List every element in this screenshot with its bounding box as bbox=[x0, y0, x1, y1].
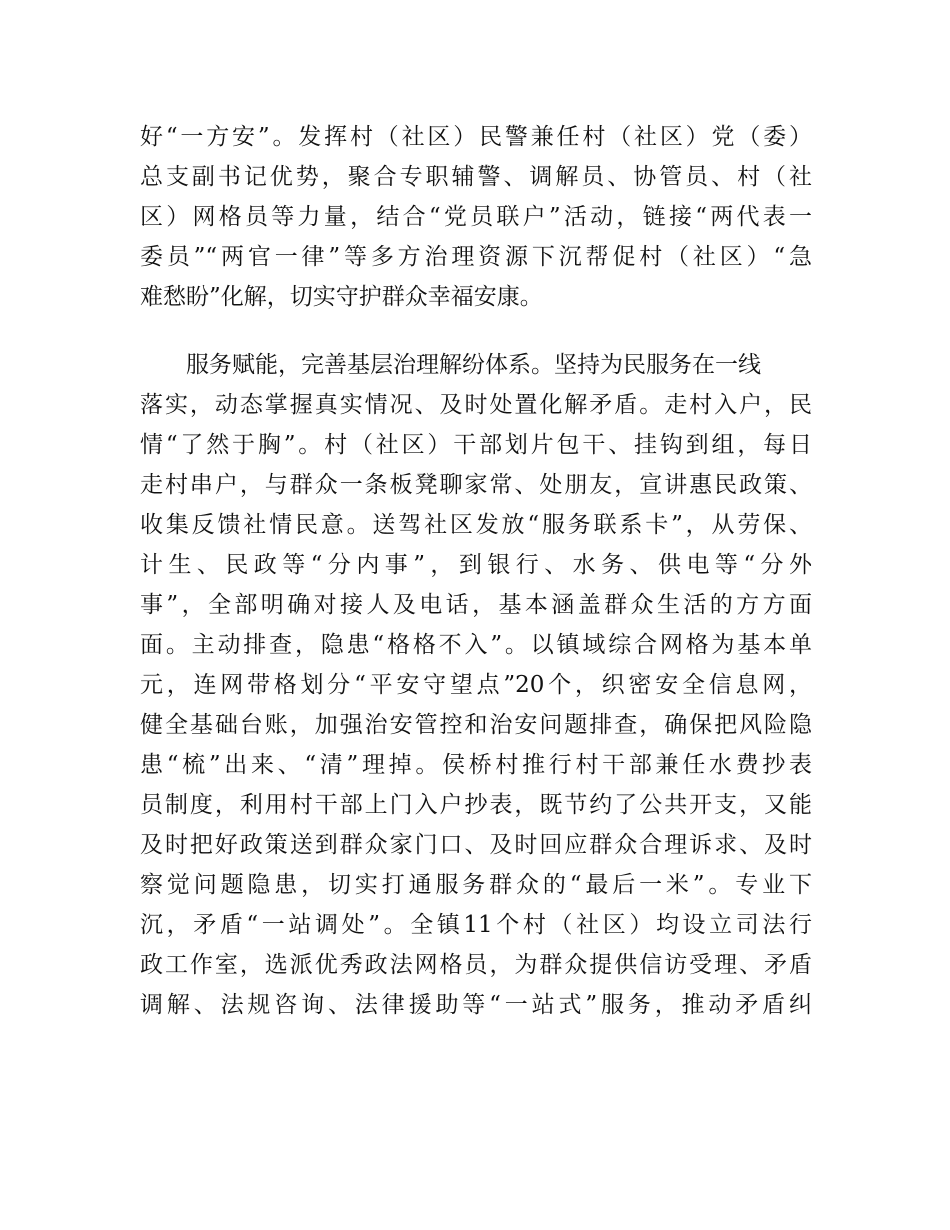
text-line: 计生、民政等“分内事”，到银行、水务、供电等“分外 bbox=[140, 552, 812, 578]
text-line: 患“梳”出来、“清”理掉。侯桥村推行村干部兼任水费抄表 bbox=[140, 752, 812, 778]
text-line: 总支副书记优势，聚合专职辅警、调解员、协管员、村（社 bbox=[140, 164, 812, 190]
text-line: 委员”“两官一律”等多方治理资源下沉帮促村（社区）“急 bbox=[140, 244, 812, 270]
text-line: 走村串户，与群众一条板凳聊家常、处朋友，宣讲惠民政策、 bbox=[140, 472, 812, 498]
text-line: 政工作室，选派优秀政法网格员，为群众提供信访受理、矛盾 bbox=[140, 952, 812, 978]
paragraph-service-empowerment bbox=[140, 345, 812, 1025]
text-line: 面。主动排查，隐患“格格不入”。以镇域综合网格为基本单 bbox=[140, 632, 812, 658]
text-line: 调解、法规咨询、法律援助等“一站式”服务，推动矛盾纠 bbox=[140, 992, 812, 1018]
text-line: 情“了然于胸”。村（社区）干部划片包干、挂钩到组，每日 bbox=[140, 432, 812, 458]
text-line: 沉，矛盾“一站调处”。全镇11个村（社区）均设立司法行 bbox=[140, 912, 812, 938]
paragraph-continuation bbox=[140, 117, 812, 317]
text-line: 难愁盼”化解，切实守护群众幸福安康。 bbox=[140, 284, 543, 310]
text-line: 及时把好政策送到群众家门口、及时回应群众合理诉求、及时 bbox=[140, 832, 812, 858]
text-line: 员制度，利用村干部上门入户抄表，既节约了公共开支，又能 bbox=[140, 792, 812, 818]
text-line: 落实，动态掌握真实情况、及时处置化解矛盾。走村入户，民 bbox=[140, 392, 812, 418]
text-line: 收集反馈社情民意。送驾社区发放“服务联系卡”，从劳保、 bbox=[140, 512, 812, 538]
text-line: 服务赋能，完善基层治理解纷体系。坚持为民服务在一线 bbox=[186, 352, 761, 378]
text-line: 区）网格员等力量，结合“党员联户”活动，链接“两代表一 bbox=[140, 204, 812, 230]
text-line: 好“一方安”。发挥村（社区）民警兼任村（社区）党（委） bbox=[140, 124, 812, 150]
text-line: 察觉问题隐患，切实打通服务群众的“最后一米”。专业下 bbox=[140, 872, 812, 898]
text-line: 健全基础台账，加强治安管控和治安问题排查，确保把风险隐 bbox=[140, 712, 812, 738]
text-line: 事”，全部明确对接人及电话，基本涵盖群众生活的方方面 bbox=[140, 592, 812, 618]
text-line: 元，连网带格划分“平安守望点”20个，织密安全信息网， bbox=[140, 672, 812, 698]
